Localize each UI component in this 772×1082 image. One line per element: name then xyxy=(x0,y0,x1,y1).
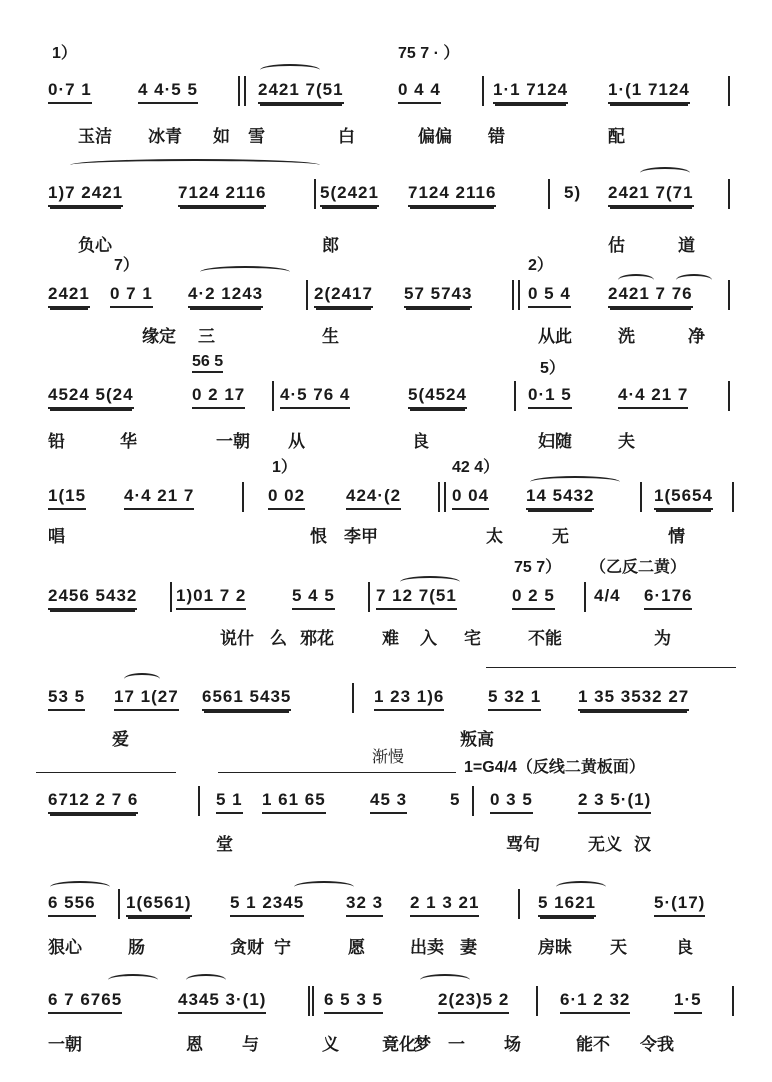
note-group: 5 xyxy=(450,790,461,809)
lyric: 堂 xyxy=(216,835,233,855)
lyric: 缘定 xyxy=(142,327,176,347)
lyric: 负心 xyxy=(78,236,112,256)
note-group: 5 1 xyxy=(216,790,243,814)
lyric: 冰青 xyxy=(148,127,182,147)
note-group: 6561 5435 xyxy=(202,687,291,711)
tempo-marking: 渐慢 xyxy=(372,749,405,766)
lyric: 与 xyxy=(242,1035,259,1055)
lyric: 梦 xyxy=(414,1035,431,1055)
note-group: 2456 5432 xyxy=(48,586,137,610)
score-system-7 xyxy=(0,595,772,750)
lyric: 夫 xyxy=(618,432,635,452)
lyric: 白 xyxy=(338,127,355,147)
lyric: 无 xyxy=(552,527,569,547)
lyric: 妇随 xyxy=(538,432,572,452)
note-group: 32 3 xyxy=(346,893,383,917)
note-group: 5(2421 xyxy=(320,183,379,207)
score-system-9 xyxy=(0,805,772,958)
note-group: 5) xyxy=(564,183,582,202)
lyric: 铅 xyxy=(48,432,65,452)
slur xyxy=(124,673,160,685)
note-group: 2(2417 xyxy=(314,284,373,308)
lyric: 唱 xyxy=(48,527,65,547)
note-group: 53 5 xyxy=(48,687,85,711)
note-group: 2 1 3 21 xyxy=(410,893,479,917)
note-group: 0 2 5 xyxy=(512,586,555,610)
lyric: 估 xyxy=(608,236,625,256)
note-group: 1)01 7 2 xyxy=(176,586,246,610)
score-system-10 xyxy=(0,910,772,1055)
score-system-8 xyxy=(0,700,772,855)
note-group: 2421 7(51 xyxy=(258,80,344,104)
score-system-2 xyxy=(0,75,772,256)
slur xyxy=(186,974,226,986)
lyric: 错 xyxy=(488,127,505,147)
note-group: 5 32 1 xyxy=(488,687,541,711)
slur xyxy=(640,167,690,179)
bracket-mark: 1） xyxy=(52,45,77,62)
lyric: 一朝 xyxy=(48,1035,82,1055)
score-system-3 xyxy=(0,180,772,347)
note-group: 7124 2116 xyxy=(178,183,266,207)
note-group: 4524 5(24 xyxy=(48,385,134,409)
lyric: 狠心 xyxy=(48,938,82,958)
lyric: 肠 xyxy=(128,938,145,958)
barline xyxy=(732,986,734,1016)
score-system-4 xyxy=(0,285,772,452)
note-group: 2421 7(71 xyxy=(608,183,694,207)
barline xyxy=(312,986,314,1016)
note-group: 0·7 1 xyxy=(48,80,92,104)
lyric: 义 xyxy=(322,1035,339,1055)
score-system-1 xyxy=(0,0,772,147)
note-group: 4·5 76 4 xyxy=(280,385,350,409)
lyric: 妻 xyxy=(460,938,477,958)
note-group: 1(5654 xyxy=(654,486,713,510)
note-group: 5 4 5 xyxy=(292,586,335,610)
note-group: 0·1 5 xyxy=(528,385,572,409)
note-group: 14 5432 xyxy=(526,486,594,510)
lyric: 良 xyxy=(412,432,429,452)
lyric: 叛高 xyxy=(460,730,494,750)
slur xyxy=(200,266,290,278)
note-group: 6·176 xyxy=(644,586,692,610)
bracket-mark: 56 5 xyxy=(192,353,223,373)
note-group: 2(23)5 2 xyxy=(438,990,509,1014)
note-group: 0 2 17 xyxy=(192,385,245,409)
lyric: 华 xyxy=(120,432,137,452)
note-group: 4345 3·(1) xyxy=(178,990,266,1014)
note-group: 424·(2 xyxy=(346,486,401,510)
lyric: 一朝 xyxy=(216,432,250,452)
bracket-mark: 5） xyxy=(540,360,565,377)
note-group: 0 4 4 xyxy=(398,80,441,104)
barline xyxy=(536,986,538,1016)
bracket-mark: 75 7 · ） xyxy=(398,45,460,62)
lyric: 雪 xyxy=(248,127,265,147)
note-group: 2421 xyxy=(48,284,90,308)
note-group: 6 7 6765 xyxy=(48,990,122,1014)
lyric: 情 xyxy=(668,527,685,547)
slur xyxy=(70,159,320,171)
score-system-5 xyxy=(0,390,772,547)
slur xyxy=(556,881,606,893)
note-group: 1(15 xyxy=(48,486,86,510)
tie-line xyxy=(36,772,176,773)
note-group: 57 5743 xyxy=(404,284,472,308)
note-group: 4 4·5 5 xyxy=(138,80,198,104)
note-group: 0 5 4 xyxy=(528,284,571,308)
lyric: 恩 xyxy=(186,1035,203,1055)
note-group: 6 5 3 5 xyxy=(324,990,383,1014)
lyric: 从 xyxy=(288,432,305,452)
lyrics-line xyxy=(48,1030,736,1054)
lyric: 良 xyxy=(676,938,693,958)
note-group: 7 12 7(51 xyxy=(376,586,457,610)
lyric: 令我 xyxy=(640,1035,674,1055)
lyric: 如 xyxy=(213,127,230,147)
note-group: 1·(1 7124 xyxy=(608,80,690,104)
lyric: 三 xyxy=(198,327,215,347)
note-group: 0 3 5 xyxy=(490,790,533,814)
lyric: 天 xyxy=(610,938,627,958)
note-group: 0 04 xyxy=(452,486,489,510)
lyric: 骂句 xyxy=(506,835,540,855)
bracket-mark: 42 4） xyxy=(452,459,500,476)
note-group: 1 23 1)6 xyxy=(374,687,444,711)
lyric: 能不 xyxy=(576,1035,610,1055)
lyric: 宅 xyxy=(464,629,481,649)
note-group: 1(6561) xyxy=(126,893,192,917)
lyric: 恨 xyxy=(310,527,327,547)
lyric: 玉洁 xyxy=(78,127,112,147)
lyric: 从此 xyxy=(538,327,572,347)
lyric: 太 xyxy=(486,527,503,547)
note-group: 1·1 7124 xyxy=(493,80,568,104)
lyric: 不能 xyxy=(528,629,562,649)
lyric: 郎 xyxy=(322,236,339,256)
key-marking: 1=G4/4（反线二黄板面） xyxy=(464,759,645,776)
note-group: 6712 2 7 6 xyxy=(48,790,138,814)
lyric: 洗 xyxy=(618,327,635,347)
note-group: 1·5 xyxy=(674,990,702,1014)
slur xyxy=(294,881,354,893)
tie-line xyxy=(486,667,736,668)
note-group: 2 3 5·(1) xyxy=(578,790,651,814)
slur xyxy=(50,881,110,893)
lyric: 为 xyxy=(654,629,671,649)
barline xyxy=(308,986,310,1016)
note-group: 5(4524 xyxy=(408,385,467,409)
lyric: 生 xyxy=(322,327,339,347)
notation-line xyxy=(48,990,736,1014)
lyric: 场 xyxy=(504,1035,521,1055)
lyric: 说什 xyxy=(220,629,254,649)
note-group: 45 3 xyxy=(370,790,407,814)
note-group: 1 61 65 xyxy=(262,790,326,814)
slur xyxy=(108,974,158,986)
note-group: 7124 2116 xyxy=(408,183,496,207)
lyric: 偏偏 xyxy=(418,127,452,147)
lyric: 宁 xyxy=(274,938,291,958)
lyric: 李甲 xyxy=(344,527,378,547)
note-group: 4·2 1243 xyxy=(188,284,263,308)
slur xyxy=(420,974,470,986)
note-group: 4·4 21 7 xyxy=(618,385,688,409)
note-group: 5 1621 xyxy=(538,893,596,917)
bracket-mark: 75 7） xyxy=(514,559,562,576)
lyric: 难 xyxy=(382,629,399,649)
lyric: 汉 xyxy=(634,835,651,855)
lyric: 无义 xyxy=(588,835,622,855)
lyric: 邪花 xyxy=(300,629,334,649)
lyric: 爱 xyxy=(112,730,129,750)
bracket-mark: 7） xyxy=(114,257,139,274)
note-group: 0 7 1 xyxy=(110,284,153,308)
lyric: 出卖 xyxy=(410,938,444,958)
lyric: 房昧 xyxy=(538,938,572,958)
score-system-6 xyxy=(0,490,772,649)
lyric: 竟化 xyxy=(382,1035,416,1055)
mode-marking: （乙反二黄） xyxy=(590,559,687,576)
lyric: 入 xyxy=(420,629,437,649)
lyric: 么 xyxy=(270,629,287,649)
lyric: 愿 xyxy=(348,938,365,958)
note-group: 4·4 21 7 xyxy=(124,486,194,510)
note-group: 5·(17) xyxy=(654,893,705,917)
note-group: 17 1(27 xyxy=(114,687,179,711)
note-group: 6 556 xyxy=(48,893,96,917)
bracket-mark: 2） xyxy=(528,257,553,274)
tie-line xyxy=(218,772,456,773)
lyric: 道 xyxy=(678,236,695,256)
bracket-mark: 1） xyxy=(272,459,297,476)
note-group: 1 35 3532 27 xyxy=(578,687,689,711)
lyric: 配 xyxy=(608,127,625,147)
note-group: 0 02 xyxy=(268,486,305,510)
time-signature: 4/4 xyxy=(594,586,621,605)
note-group: 5 1 2345 xyxy=(230,893,304,917)
note-group: 2421 7 76 xyxy=(608,284,693,308)
lyric: 净 xyxy=(688,327,705,347)
note-group: 6·1 2 32 xyxy=(560,990,630,1014)
lyric: 一 xyxy=(448,1035,465,1055)
note-group: 1)7 2421 xyxy=(48,183,123,207)
lyric: 贪财 xyxy=(230,938,264,958)
